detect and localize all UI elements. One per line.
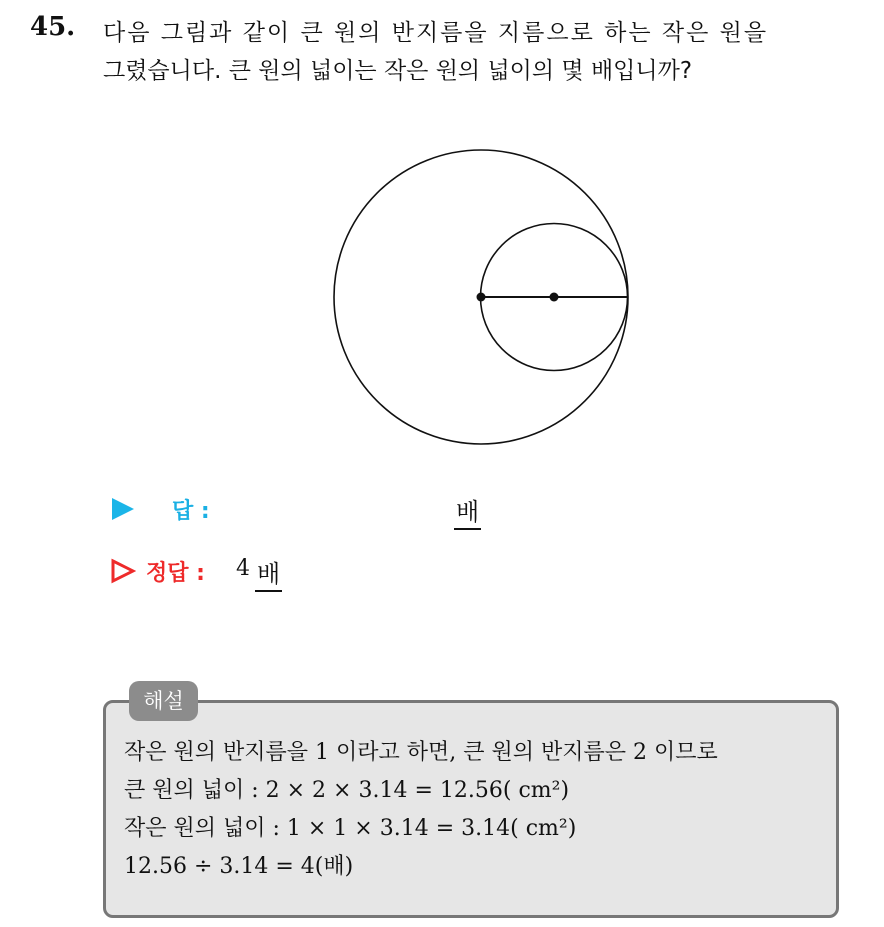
correct-answer-unit: 배 bbox=[255, 554, 282, 592]
solution-line: 큰 원의 넓이 : 2 × 2 × 3.14 = 12.56( cm²) bbox=[124, 778, 570, 803]
question-line-2: 그렸습니다. 큰 원의 넓이는 작은 원의 넓이의 몇 배입니까? bbox=[103, 58, 693, 84]
solution-text bbox=[124, 734, 718, 886]
small-circle-center-dot bbox=[550, 293, 559, 302]
correct-answer-row bbox=[108, 554, 808, 590]
solution-tab: 해설 bbox=[129, 681, 198, 721]
solution-line: 작은 원의 넓이 : 1 × 1 × 3.14 = 3.14( cm²) bbox=[124, 816, 577, 841]
play-triangle-icon bbox=[112, 498, 134, 520]
solution-line: 12.56 ÷ 3.14 = 4(배) bbox=[124, 854, 354, 879]
question-line-1: 다음 그림과 같이 큰 원의 반지름을 지름으로 하는 작은 원을 bbox=[103, 20, 769, 46]
correct-answer-label: 정답 : bbox=[146, 561, 205, 586]
answer-unit: 배 bbox=[454, 492, 481, 530]
solution-line: 작은 원의 반지름을 1 이라고 하면, 큰 원의 반지름은 2 이므로 bbox=[124, 740, 718, 765]
outline-triangle-icon bbox=[110, 558, 136, 584]
question-number: 45. bbox=[30, 12, 76, 42]
large-circle-center-dot bbox=[477, 293, 486, 302]
correct-answer-value: 4 bbox=[236, 556, 250, 581]
answer-row bbox=[108, 492, 808, 528]
answer-label: 답 : bbox=[172, 499, 210, 524]
